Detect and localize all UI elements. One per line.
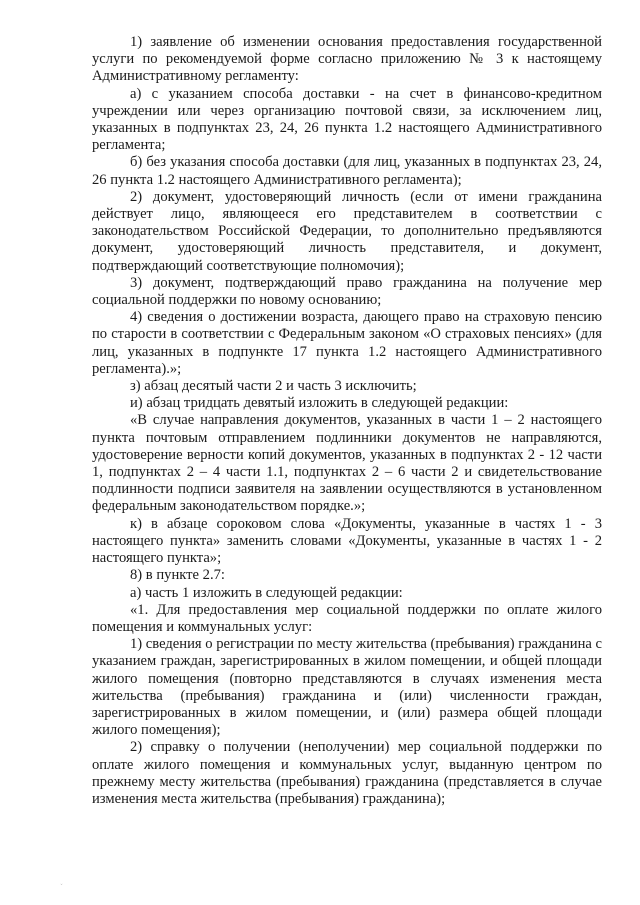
paragraph-subitem-b: б) без указания способа доставки (для лиц, указанных в подпунктах 23, 24, 26 пункта 1.2 настоящего Административного регламента); [92,154,602,188]
paragraph-item-4-pension-age: 4) сведения о достижении возраста, дающего право на страховую пенсию по старости в соответствии с Федеральным законом «О страховых пенсиях» (для лиц, указанных в подпункте 17 пункта 1.2 настоящего Административного регламента).»; [92,309,602,377]
paragraph-part-1-wording: а) часть 1 изложить в следующей редакции: [130,584,403,601]
paragraph-registration-info: 1) сведения о регистрации по месту жительства (пребывания) гражданина с указанием граждан, зарегистрированных в жилом помещении, и общей площади жилого помещения (повторно представляются в случаях изменения места жительства (пребывания) гражданина и (или) численности граждан, зарегистрированных в жилом помещении, и (или) размера общей площади жилого помещения); [92,636,602,739]
paragraph-item-2-identity-document: 2) документ, удостоверяющий личность (если от имени гражданина действует лицо, являющееся его представителем в соответствии с законодательством Российской Федерации, то дополнительно предъявляются документ, удостоверяющий личность представителя, и документ, подтверждающий соответствующие полномочия); [92,188,602,274]
paragraph-amendment-i: и) абзац тридцать девятый изложить в следующей редакции: [130,395,509,412]
paragraph-support-certificate: 2) справку о получении (неполучении) мер социальной поддержки по оплате жилого помещения и коммунальных услуг, выданную центром по прежнему месту жительства (пребывания) гражданина (представляется в случае изменения места жительства (пребывания) гражданина); [92,739,602,807]
paragraph-item-3-entitlement-document: 3) документ, подтверждающий право гражданина на получение мер социальной поддержки по новому основанию; [92,274,602,309]
paragraph-amendment-k: к) в абзаце сороковом слова «Документы, указанные в частях 1 - 3 настоящего пункта» заменить словами «Документы, указанные в частях 1 - 2 настоящего пункта»; [92,515,602,567]
paragraph-quoted-housing-support: «1. Для предоставления мер социальной поддержки по оплате жилого помещения и коммунальных услуг: [92,601,602,635]
paragraph-subitem-a: а) с указанием способа доставки - на счет в финансово-кредитном учреждении или через организацию почтовой связи, за исключением лиц, указанных в подпунктах 23, 24, 26 пункта 1.2 настоящего Административного регламента; [92,85,602,154]
scan-speck: ˇ [60,884,63,891]
document-body [92,34,602,808]
paragraph-quoted-postal-documents: «В случае направления документов, указанных в части 1 – 2 настоящего пункта почтовым отправлением подлинники документов не направляются, удостоверение верности копий документов, указанных в подпунктах 2 - 12 части 1, подпунктах 2 – 4 части 1.1, подпунктах 2 – 6 части 2 и свидетельствование подлинности подписи заявителя на заявлении осуществляются в установленном федеральным законодательством порядке.»; [92,412,602,515]
paragraph-amendment-z: з) абзац десятый части 2 и часть 3 исключить; [130,378,417,395]
paragraph-item-8: 8) в пункте 2.7: [130,567,225,584]
paragraph-statement-item-1: 1) заявление об изменении основания предоставления государственной услуги по рекомендуемой форме согласно приложению № 3 к настоящему Административному регламенту: [92,34,602,85]
